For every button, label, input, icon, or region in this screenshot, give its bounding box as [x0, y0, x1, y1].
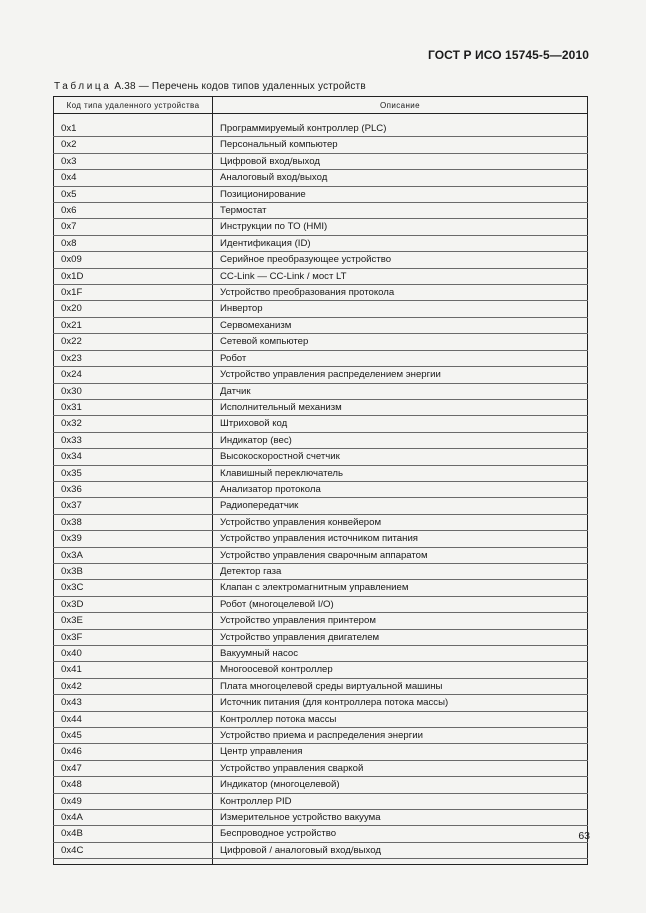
table-row [54, 465, 588, 481]
device-description-cell: Вакуумный насос [213, 646, 588, 662]
device-code-cell: 0x1D [54, 268, 213, 284]
device-code-cell: 0x39 [54, 531, 213, 547]
device-code-cell: 0x44 [54, 711, 213, 727]
device-description-cell: Устройство управления принтером [213, 613, 588, 629]
device-description-cell: Высокоскоростной счетчик [213, 449, 588, 465]
device-description-cell: Детектор газа [213, 563, 588, 579]
page-number: 63 [578, 830, 590, 842]
device-description-cell: Исполнительный механизм [213, 399, 588, 415]
device-description-cell: Цифровой вход/выход [213, 153, 588, 169]
device-code-cell: 0x47 [54, 760, 213, 776]
device-code-cell: 0x3B [54, 563, 213, 579]
device-code-cell: 0x1 [54, 121, 213, 137]
table-row [54, 678, 588, 694]
table-row [54, 481, 588, 497]
device-description-cell: Индикатор (вес) [213, 432, 588, 448]
table-row [54, 629, 588, 645]
table-row [54, 728, 588, 744]
table-row [54, 399, 588, 415]
table-row [54, 826, 588, 842]
device-code-cell: 0x40 [54, 646, 213, 662]
device-code-cell: 0x37 [54, 498, 213, 514]
device-description-cell: Сетевой компьютер [213, 334, 588, 350]
table-row [54, 235, 588, 251]
device-description-cell: Цифровой / аналоговый вход/выход [213, 842, 588, 858]
table-spacer-row [54, 114, 588, 122]
device-description-cell: Аналоговый вход/выход [213, 170, 588, 186]
device-description-cell: Устройство преобразования протокола [213, 285, 588, 301]
table-row [54, 449, 588, 465]
table-row [54, 350, 588, 366]
device-description-cell: Идентификация (ID) [213, 235, 588, 251]
table-row [54, 842, 588, 858]
device-description-cell: Термостат [213, 203, 588, 219]
table-row [54, 203, 588, 219]
table-caption-prefix: Таблица [54, 81, 112, 92]
device-code-cell: 0x1F [54, 285, 213, 301]
table-row [54, 613, 588, 629]
table-row [54, 383, 588, 399]
device-description-cell: Программируемый контроллер (PLC) [213, 121, 588, 137]
column-header-description: Описание [213, 97, 588, 114]
table-row [54, 252, 588, 268]
device-description-cell: Клапан с электромагнитным управлением [213, 580, 588, 596]
device-code-cell: 0x48 [54, 777, 213, 793]
table-row [54, 596, 588, 612]
device-code-cell: 0x22 [54, 334, 213, 350]
device-code-cell: 0x5 [54, 186, 213, 202]
device-description-cell: Устройство управления конвейером [213, 514, 588, 530]
device-description-cell: Позиционирование [213, 186, 588, 202]
device-code-cell: 0x3A [54, 547, 213, 563]
table-row [54, 744, 588, 760]
table-row [54, 301, 588, 317]
device-code-cell: 0x3 [54, 153, 213, 169]
table-row [54, 662, 588, 678]
table-row [54, 563, 588, 579]
device-code-cell: 0x6 [54, 203, 213, 219]
device-code-cell: 0x36 [54, 481, 213, 497]
device-code-cell: 0x3E [54, 613, 213, 629]
device-code-cell: 0x43 [54, 695, 213, 711]
device-description-cell: Штриховой код [213, 416, 588, 432]
device-code-cell: 0x42 [54, 678, 213, 694]
table-end-row [54, 859, 588, 865]
device-description-cell: Серийное преобразующее устройство [213, 252, 588, 268]
device-code-cell: 0x3C [54, 580, 213, 596]
table-body [54, 114, 588, 865]
device-description-cell: Устройство управления сварочным аппаратом [213, 547, 588, 563]
table-row [54, 760, 588, 776]
device-description-cell: Устройство управления распределением энергии [213, 367, 588, 383]
device-code-cell: 0x3F [54, 629, 213, 645]
device-description-cell: Персональный компьютер [213, 137, 588, 153]
table-row [54, 153, 588, 169]
table-row [54, 317, 588, 333]
table-row [54, 186, 588, 202]
device-description-cell: Контроллер PID [213, 793, 588, 809]
table-row [54, 137, 588, 153]
table-row [54, 268, 588, 284]
table-header-row [54, 97, 588, 114]
column-header-code: Код типа удаленного устройства [54, 97, 213, 114]
device-code-cell: 0x8 [54, 235, 213, 251]
table-row [54, 531, 588, 547]
device-code-cell: 0x30 [54, 383, 213, 399]
device-description-cell: Устройство управления сваркой [213, 760, 588, 776]
device-description-cell: Инвертор [213, 301, 588, 317]
table-row [54, 121, 588, 137]
device-code-cell: 0x2 [54, 137, 213, 153]
device-description-cell: Инструкции по ТО (HMI) [213, 219, 588, 235]
device-description-cell: Индикатор (многоцелевой) [213, 777, 588, 793]
device-code-cell: 0x31 [54, 399, 213, 415]
device-code-cell: 0x38 [54, 514, 213, 530]
device-code-cell: 0x23 [54, 350, 213, 366]
table-row [54, 219, 588, 235]
table-row [54, 170, 588, 186]
table-row [54, 514, 588, 530]
device-code-cell: 0x3D [54, 596, 213, 612]
device-code-cell: 0x46 [54, 744, 213, 760]
device-code-cell: 0x20 [54, 301, 213, 317]
device-code-cell: 0x21 [54, 317, 213, 333]
device-description-cell: Робот [213, 350, 588, 366]
device-description-cell: CC-Link — CC-Link / мост LT [213, 268, 588, 284]
device-description-cell: Устройство приема и распределения энергии [213, 728, 588, 744]
table-row [54, 547, 588, 563]
device-code-cell: 0x4C [54, 842, 213, 858]
device-code-cell: 0x4 [54, 170, 213, 186]
device-description-cell: Устройство управления источником питания [213, 531, 588, 547]
table-row [54, 432, 588, 448]
table-row [54, 777, 588, 793]
device-description-cell: Клавишный переключатель [213, 465, 588, 481]
table-row [54, 580, 588, 596]
device-code-cell: 0x09 [54, 252, 213, 268]
standard-designation: ГОСТ Р ИСО 15745-5—2010 [427, 48, 589, 62]
device-description-cell: Сервомеханизм [213, 317, 588, 333]
device-code-cell: 0x45 [54, 728, 213, 744]
table-row [54, 793, 588, 809]
table-row [54, 695, 588, 711]
device-description-cell: Измерительное устройство вакуума [213, 810, 588, 826]
device-description-cell: Многоосевой контроллер [213, 662, 588, 678]
device-code-cell: 0x33 [54, 432, 213, 448]
device-description-cell: Робот (многоцелевой I/O) [213, 596, 588, 612]
table-row [54, 416, 588, 432]
device-description-cell: Беспроводное устройство [213, 826, 588, 842]
table-row [54, 498, 588, 514]
device-code-cell: 0x24 [54, 367, 213, 383]
table-row [54, 367, 588, 383]
table-caption [54, 81, 366, 92]
table-row [54, 711, 588, 727]
device-code-cell: 0x41 [54, 662, 213, 678]
table-caption-text: А.38 — Перечень кодов типов удаленных устройств [114, 81, 366, 92]
device-code-cell: 0x49 [54, 793, 213, 809]
device-description-cell: Устройство управления двигателем [213, 629, 588, 645]
device-code-cell: 0x7 [54, 219, 213, 235]
device-description-cell: Источник питания (для контроллера потока массы) [213, 695, 588, 711]
table-row [54, 646, 588, 662]
device-type-codes-table [53, 96, 588, 865]
device-code-cell: 0x34 [54, 449, 213, 465]
table-row [54, 334, 588, 350]
device-description-cell: Датчик [213, 383, 588, 399]
table-row [54, 285, 588, 301]
device-description-cell: Плата многоцелевой среды виртуальной машины [213, 678, 588, 694]
device-description-cell: Контроллер потока массы [213, 711, 588, 727]
device-description-cell: Радиопередатчик [213, 498, 588, 514]
table-row [54, 810, 588, 826]
device-code-cell: 0x32 [54, 416, 213, 432]
device-code-cell: 0x4A [54, 810, 213, 826]
device-description-cell: Центр управления [213, 744, 588, 760]
device-code-cell: 0x4B [54, 826, 213, 842]
device-description-cell: Анализатор протокола [213, 481, 588, 497]
device-code-cell: 0x35 [54, 465, 213, 481]
